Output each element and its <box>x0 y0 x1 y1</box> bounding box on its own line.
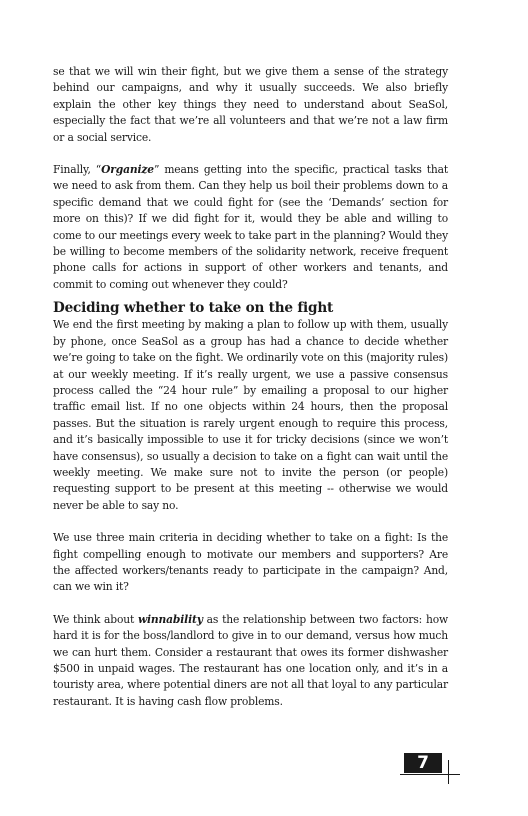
page-body <box>53 64 448 710</box>
crop-mark-vertical <box>448 760 449 784</box>
page-number: 7 <box>404 753 442 773</box>
section-heading: Deciding whether to take on the fight <box>53 300 334 317</box>
paragraph-winnability <box>53 612 448 710</box>
organize-term: Organize <box>101 163 154 177</box>
paragraph-spacer <box>53 596 448 612</box>
organize-intro: Finally, “ <box>53 163 102 177</box>
paragraph-criteria: We use three main criteria in deciding whether to take on a fight: Is the fight compelling enough to motivate our members and supporters? Are the affected workers/tenants ready to participate in the campaign? And, can we win it? <box>53 531 448 594</box>
paragraph-first-meeting: We end the first meeting by making a plan to follow up with them, usually by phone, once SeaSol as a group has had a chance to decide whether we’re going to take on the fight. We ordinarily vote on this (majority rules) at our weekly meeting. If it’s really urgent, we use a passive consensus process called the “24 hour rule” by emailing a proposal to our higher traffic email list. If no one objects within 24 hours, then the proposal passes. But the situation is rarely urgent enough to require this process, and it’s basically impossible to use it for tricky decisions (since we won’t have consensus), so usually a decision to take on a fight can wait until the weekly meeting. We make sure not to invite the person (or people) requesting support to be present at this meeting -- otherwise we would never be able to say no. <box>53 318 448 512</box>
paragraph-spacer <box>53 514 448 530</box>
winnability-intro: We think about <box>53 612 138 626</box>
winnability-body: as the relationship between two factors: how hard it is for the boss/landlord to give in to our demand, versus how much we can hurt them. Consider a restaurant that owes its former dishwasher $500 in unpaid wages. The restaurant has one location only, and it’s in a touristy area, where potential diners are not all that loyal to any particular restaurant. It is having cash flow problems. <box>53 612 448 708</box>
organize-body: ” means getting into the specific, practical tasks that we need to ask from them. Can they help us boil their problems down to a specific demand that we could fight for (see the ‘Demands’ section for more on this)? If we did fight for it, would they be able and willing to come to our meetings every week to take part in the planning? Would they be willing to become members of the solidarity network, receive frequent phone calls for actions in support of other workers and tenants, and commit to coming out whenever they could? <box>53 163 448 291</box>
winnability-term: winnability <box>137 612 203 626</box>
crop-mark-horizontal <box>400 774 460 775</box>
paragraph-spacer <box>53 146 448 162</box>
paragraph-strategy: se that we will win their fight, but we give them a sense of the strategy behind our campaigns, and why it usually succeeds. We also briefly explain the other key things they need to understand about SeaSol, especially the fact that we’re all volunteers and that we’re not a law firm or a social service. <box>53 65 448 144</box>
paragraph-organize <box>53 162 448 293</box>
